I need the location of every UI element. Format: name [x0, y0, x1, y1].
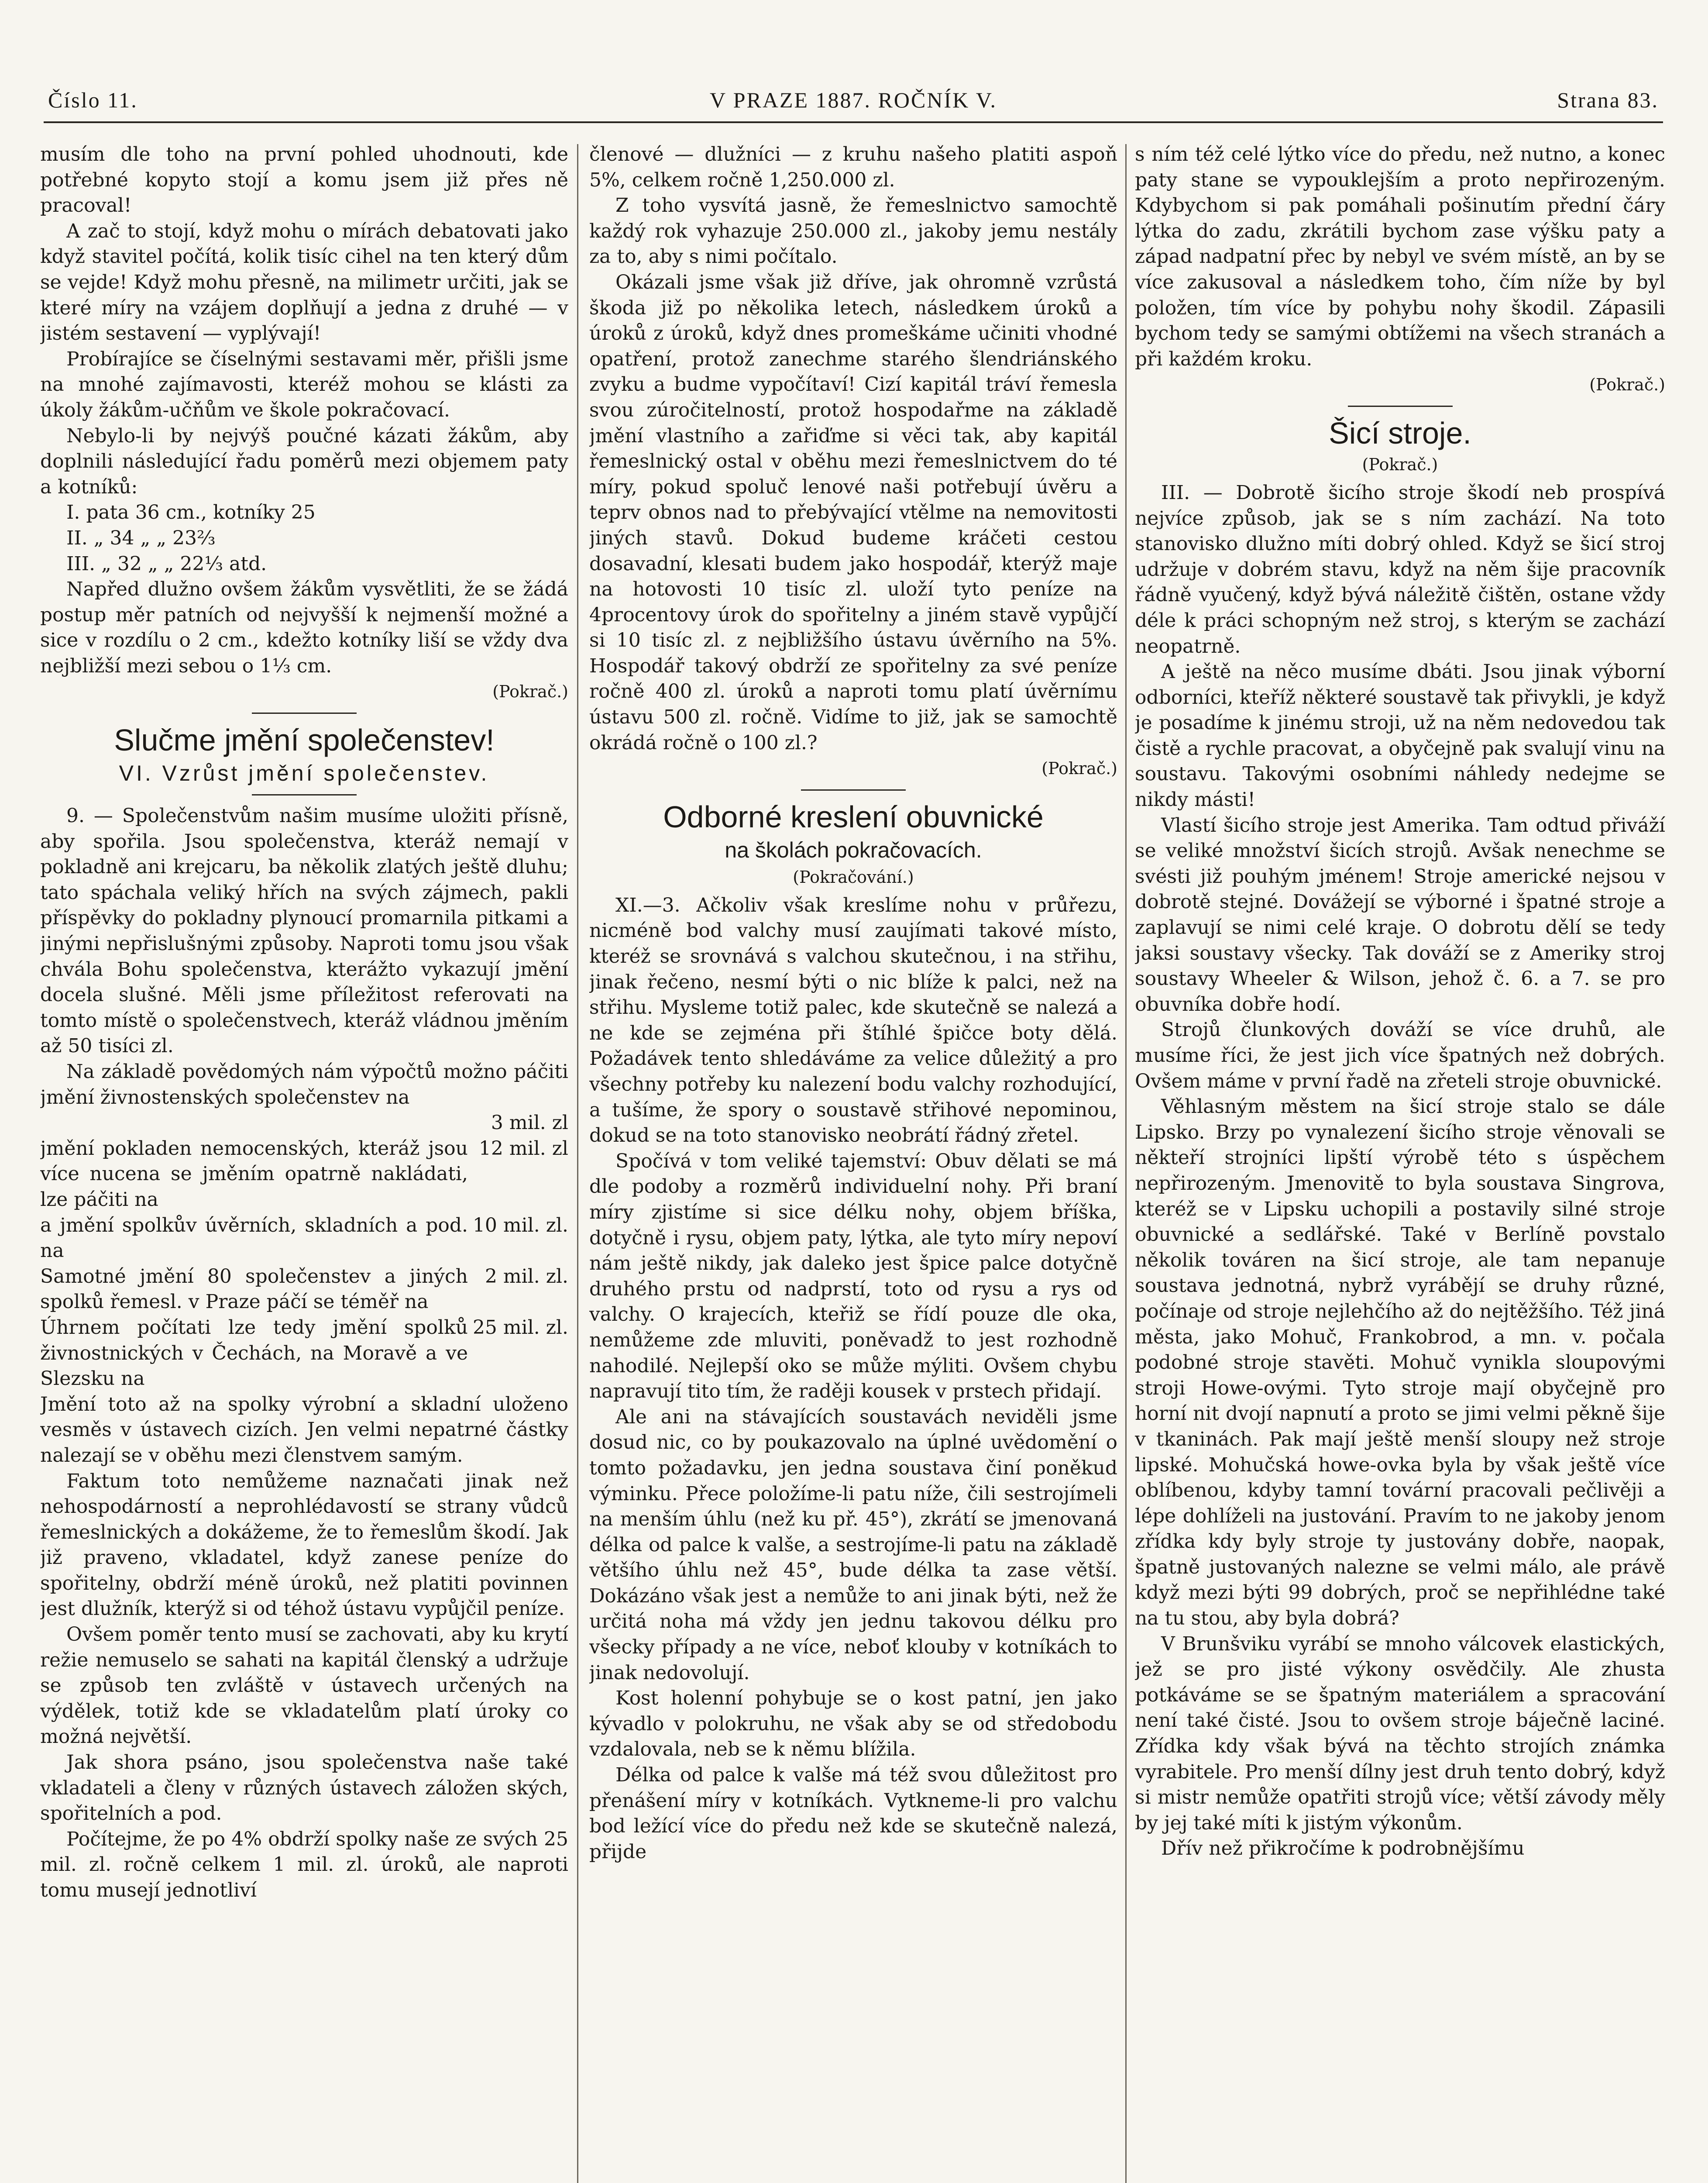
paragraph: Jak shora psáno, jsou společenstva naše také vkladateli a členy v různých ústavech záložen ských, spořitelních a pod. [40, 1751, 568, 1825]
estimate-value: 25 mil. zl. [472, 1316, 568, 1339]
article-separator [1348, 406, 1453, 407]
article-subtitle: VI. Vzrůst jmění společenstev. [119, 761, 490, 786]
continued-note: (Pokrač.) [492, 682, 568, 702]
paragraph: Ovšem poměr tento musí se zachovati, aby ku krytí režie nemuselo se sahati na kapitál členský a udržuje se způsob ten zvláště v ústavech určených na výdělek, totiž kde se vkladatelům platí úroky co možná největší. [40, 1623, 568, 1748]
continued-note: (Pokrač.) [1589, 375, 1665, 395]
estimate-row [40, 1213, 568, 1264]
estimate-label: Úhrnem počítati lze tedy jmění spolků živnostnických v Čechách, na Moravě a ve Slezsku na [40, 1316, 468, 1390]
header-rule [44, 121, 1663, 123]
estimate-value: 2 mil. zl. [485, 1265, 568, 1288]
paragraph: Probírajíce se číselnými sestavami měr, přišli jsme na mnohé zajímavosti, kteréž mohou se klásti za úkoly žákům-učňům ve škole pokračovací. [40, 348, 568, 421]
paragraph: Faktum toto nemůžeme naznačati jinak než nehospodárností a neprohlédavostí se strany vůdců řemeslnických a dokážeme, že to řemeslům škodí. Jak již praveno, vkladatel, když zanese peníze do spořitelny, obdrží méně úroků, než platiti povinnen jest dlužník, kterýž si od téhož ústavu vypůjčil peníze. [40, 1470, 568, 1620]
paragraph: Na základě povědomých nám výpočtů možno páčiti jmění živnostenských společenstev na [40, 1061, 568, 1109]
article-separator [801, 789, 906, 791]
paragraph: Délka od palce k valše má též svou důležitost pro přenášení míry v kotníkách. Vytkneme-li pro valchu bod ležící více do předu než kde se skutečně nalezá, přijde [589, 1764, 1117, 1863]
paragraph: Okázali jsme však již dříve, jak ohromně vzrůstá škoda již po několika letech, následkem úroků a úroků z úroků, když dnes promeškáme učiniti vhodné opatření, protož zanechme starého šlendriánského zvyku a budme vypočítaví! Cizí kapitál tráví řemesla svou zúročitelností, protož hospodařme na základě jmění vlastního a zařiďme si věci tak, aby kapitál řemeslnický ostal v oběhu mezi řemeslnictvem do té míry, pokud spoluč lenové naši potřebují úvěru a teprv obnos nad to přebývající vtělme na nemovitosti jiných stavů. Dokud budeme kráčeti cestou dosavadní, klesati budem jako hospodář, kterýž maje na hotovosti 10 tisíc zl. uloží tyto peníze na 4procentovy úrok do spořitelny a jiném stavě vypůjčí si 10 tisíc zl. z nejbližšího ústavu úvěrního na 5%. Hospodář takový obdrží ze spořitelny za své peníze ročně 400 zl. úroků a naproti tomu platí úvěrnímu ústavu 500 zl. ročně. Vidíme to již, jak se samochtě okrádá ročně o 100 zl.? [589, 271, 1117, 754]
paragraph: Vlastí šicího stroje jest Amerika. Tam odtud přiváží se veliké množství šicích strojů. Avšak nenechme se svésti již pouhým jménem! Stroje americké nejsou v dobrotě stejné. Dovážejí se výborné i špatné stroje a zaplavují se nimi celé kraje. O dobrotu dělí se tedy jaksi soustavy všecky. Tak dováží se z Ameriky stroj soustavy Wheeler & Wilson, jehož č. 6. a 7. se pro obuvníka dobře hodí. [1135, 814, 1665, 1016]
measure-row: II. „ 34 „ „ 23²⁄₃ [66, 527, 216, 549]
masthead-line: V PRAZE 1887. ROČNÍK V. [710, 88, 997, 112]
estimate-row [40, 1264, 568, 1315]
paragraph: členové — dlužníci — z kruhu našeho platiti aspoň 5%, celkem ročně 1,250.000 zl. [589, 143, 1117, 191]
article-title: Slučme jmění společenstev! [114, 723, 495, 758]
estimate-label: jmění pokladen nemocenských, kteráž jsou více nucena se jměním opatrně nakládati, lze páčiti na [40, 1137, 468, 1211]
paragraph: 9. — Společenstvům našim musíme uložiti přísně, aby spořila. Jsou společenstva, kteráž nemají v pokladně ani krejcaru, ba několik zlatých ještě dluhu; tato spáchala veliký hřích na svých zájmech, pakli příspěvky do pokladny plynoucí promarnila pitkami a jinými nepřislušnými způsoby. Naproti tomu jsou však chvála Bohu společenstva, kterážto vykazují jmění docela slušné. Měli jsme příležitost referovati na tomto místě o společenstvech, kteráž vládnou jměním až 50 tisíci zl. [40, 805, 568, 1057]
estimate-row [40, 1315, 568, 1392]
paragraph: Napřed dlužno ovšem žákům vysvětliti, že se žádá postup měr patních od nejvyšší k nejmenší možné a sice v rozdílu o 2 cm., kdežto kotníky liší se vždy dva nejbližší mezi sebou o 1¹⁄₃ cm. [40, 578, 568, 677]
paragraph: V Brunšviku vyrábí se mnoho válcovek elastických, jež se pro jisté výkony osvědčily. Ale zhusta potkáváme se se špatným materiálem a spracování není také čisté. Jsou to ovšem stroje báječně laciné. Zřídka kdy však bývá na těchto strojích známka vyrabitele. Pro menší dílny jest druh tento dobrý, když si mistr nemůže opatřiti strojů více; větší závody měly by jej také míti k jistým výkonům. [1135, 1632, 1665, 1834]
paragraph: Z toho vysvítá jasně, že řemeslnictvo samochtě každý rok vyhazuje 250.000 zl., jakoby jemu nestály za to, aby s nimi počítalo. [589, 194, 1117, 268]
paragraph: s ním též celé lýtko více do předu, než nutno, a konec paty stane se vypouklejším a proto nepřirozeným. Kdybychom si pak pomáhali pošinutím přední čáry lýtka do zadu, zkrátili bychom zase výšku paty a západ nadpatní přec by nebyl ve svém místě, an by se více zakusoval a následkem toho, čím níže by byl položen, tím více by pohybu nohy škodil. Zápasili bychom tedy se samými obtížemi na všech stranách a při každém kroku. [1135, 143, 1665, 370]
column-divider [577, 144, 578, 2183]
estimate-row [40, 1110, 568, 1136]
article-separator [252, 713, 357, 714]
paragraph: musím dle toho na první pohled uhodnouti, kde potřebné kopyto stojí a komu jsem již přes ně pracoval! [40, 143, 568, 217]
continued-note: (Pokrač.) [1041, 759, 1117, 778]
continued-note: (Pokrač.) [1362, 455, 1438, 474]
paragraph: A ještě na něco musíme dbáti. Jsou jinak výborní odborníci, kteříž některé soustavě tak přivykli, je když je posadíme k jinému stroji, už na něm nedovedou tak čistě a rychle pracovat, a obyčejně pak svalují vinu na soustavu. Takovými osobními náhledy nedejme se nikdy másti! [1135, 661, 1665, 811]
article-title: Šicí stroje. [1329, 416, 1471, 450]
paragraph: Nebylo-li by nejvýš poučné kázati žákům, aby doplnili následující řadu poměrů mezi objemem paty a kotníků: [40, 424, 568, 498]
measure-row: III. „ 32 „ „ 22¹⁄₃ atd. [66, 552, 267, 575]
estimate-value: 3 mil. zl [491, 1112, 568, 1134]
paragraph: III. — Dobrotě šicího stroje škodí neb prospívá nejvíce způsob, jak se s ním zachází. Na toto stanovisko dlužno míti dobrý ohled. Když se šicí stroj udržuje v dobrém stavu, když na něm šije pracovník řádně vyučený, když bývá náležitě čištěn, ostane vždy déle k práci schopným než stroj, s kterým se zachází neopatrně. [1135, 481, 1665, 658]
estimate-value: 12 mil. zl [478, 1137, 568, 1160]
column-2 [589, 142, 1117, 2183]
estimate-value: 10 mil. zl. [472, 1214, 568, 1236]
column-3 [1135, 142, 1665, 2183]
estimate-label: Samotné jmění 80 společenstev a jiných spolků řemesl. v Praze páčí se téměř na [40, 1265, 468, 1313]
estimate-row [40, 1136, 568, 1213]
estimate-label: a jmění spolkův úvěrních, skladních a pod. na [40, 1214, 468, 1262]
column-1 [40, 142, 568, 2183]
article-separator [252, 794, 357, 795]
issue-number: Číslo 11. [48, 88, 138, 112]
paragraph: Strojů člunkových dováží se více druhů, ale musíme říci, že jest jich více špatných než dobrých. Ovšem máme v první řadě na zřeteli stroje obuvnické. [1135, 1019, 1665, 1092]
page-number: Strana 83. [1557, 88, 1659, 112]
paragraph: A zač to stojí, když mohu o mírách debatovati jako když stavitel počítá, kolik tisíc cihel na ten který dům se vejde! Když mohu přesně, na milimetr určiti, jak se které míry na vzájem doplňují a jedna z druhé — v jistém sestavení — vyplývají! [40, 220, 568, 345]
paragraph: Spočívá v tom veliké tajemství: Obuv dělati se má dle podoby a rozměrů individuelní nohy. Při braní míry zjistíme si sice délku nohy, objem bříška, dotyčně i rysu, objem paty, lýtka, ale tyto míry nepoví nám ještě nikdy, jak daleko jest špice palce dotyčně druhého prstu od nadprstí, toto od rysu a rys od valchy. O krajecích, kteřiž se řídí pouze dle oka, nemůžeme zde mluviti, poněvadž to jest rozhodně nahodilé. Nejlepší oko se může mýliti. Ovšem chybu napravují tito tím, že raději kousek v prstech přidají. [589, 1150, 1117, 1403]
paragraph: XI.—3. Ačkoliv však kreslíme nohu v průřezu, nicméně bod valchy musí zaujímati takové místo, kteréž se srovnává s valchou skutečnou, i na střihu, jinak řečeno, nesmí býti o nic blíže k palci, než na střihu. Mysleme totiž palec, kde skutečně se nalezá a ne kde se zejména při štíhlé špičce boty dělá. Požadávek tento shledáváme za velice důležitý a pro všechny potřeby ku nalezení bodu valchy rozhodující, a tušíme, že spory o soustavě střihové nepominou, dokud se na toto stanovisko neobrátí řádný zřetel. [589, 894, 1117, 1147]
page-header [48, 87, 1659, 118]
column-divider [1125, 144, 1127, 2183]
paragraph: Počítejme, že po 4% obdrží spolky naše ze svých 25 mil. zl. ročně celkem 1 mil. zl. úroků, ale naproti tomu musejí jednotliví [40, 1828, 568, 1901]
paragraph: Ale ani na stávajících soustavách neviděli jsme dosud nic, co by poukazovalo na úplné uvědomění o tomto požadavku, jen jedna soustava činí poněkud výminku. Přece položíme-li patu níže, čili sestrojímeli na menším úhlu (než ku př. 45°), zkrátí se jmenovaná délka od palce k valše, a sestrojíme-li patu na základě většího úhlu než 45°, bude délka ta zase větší. Dokázáno však jest a nemůže to ani jinak býti, než že určitá noha má vždy jen jednu takovou délku pro všecky případy a ne více, neboť klouby v kotníkách to jinak nedovolují. [589, 1405, 1117, 1684]
paragraph: Věhlasným městem na šicí stroje stalo se dále Lipsko. Brzy po vynalezení šicího stroje věnovali se někteří strojníci lipští výrobě této s úspěchem nepřirozeným. Jmenovitě to byla soustava Singrova, kteréž se v Lipsku uchopili a postavily silné stroje obuvnické a sedlářské. Také v Berlíně povstalo několik továren na šicí stroje, ale tam nepanuje soustava jednotná, nybrž vyrábějí se druhy různé, počínaje od stroje nejlehčího až do nejtěžšího. Též jiná města, jako Mohuč, Frankobrod, a mn. v. počala podobné stroje stavěti. Mohuč vynikla sloupovými stroji Howe-ovými. Tyto stroje mají obyčejně pro horní nit dvojí napnutí a proto se jimi velmi pěkně šije v tkaninách. Pak mají ještě menší sloupy než stroje lipské. Mohučská howe-ovka byla by však ještě více oblíbenou, kdyby tamní tovární pracovali pečlivěji a lépe dohlíželi na justování. Pravím to ne jakoby jenom zřídka kdy byly stroje ty justovány dobře, naopak, špatně justovaných nalezne se velmi málo, ale právě když mezi býti 99 dobrých, proč se nepřihlédne také na tu stou, aby byla dobrá? [1135, 1095, 1665, 1630]
continued-note: (Pokračování.) [793, 867, 914, 887]
paragraph: Jmění toto až na spolky výrobní a skladní uloženo vesměs v ústavech cizích. Jen velmi nepatrné částky nalezají se v oběhu mezi členstvem samým. [40, 1393, 568, 1467]
measure-row: I. pata 36 cm., kotníky 25 [66, 501, 316, 524]
paragraph: Dřív než přikročíme k podrobnějšímu [1161, 1837, 1525, 1860]
article-title: Odborné kreslení obuvnické [663, 799, 1044, 834]
article-subtitle: na školách pokračovacích. [725, 837, 982, 862]
paragraph: Kost holenní pohybuje se o kost patní, jen jako kývadlo v polokruhu, ne však aby se od středobodu vzdalovala, neb se k němu blížila. [589, 1687, 1117, 1761]
